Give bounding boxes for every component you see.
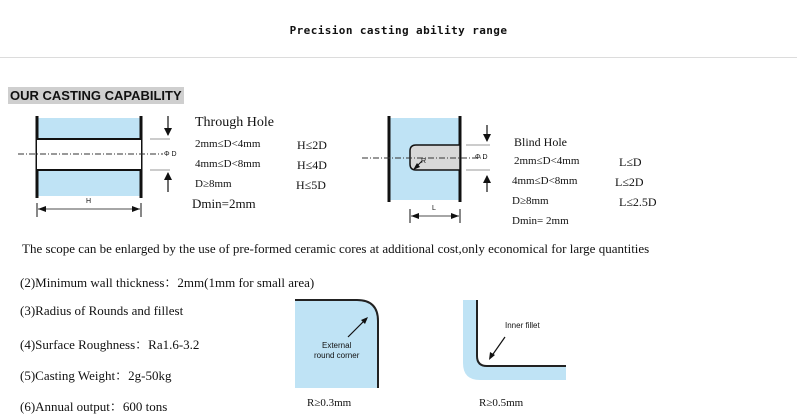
inner-fillet-radius: R≥0.5mm bbox=[479, 397, 524, 409]
spec-radius: (3)Radius of Rounds and fillest bbox=[20, 303, 184, 318]
external-corner-label-line2: round corner bbox=[314, 351, 360, 360]
through-hole-heading: Through Hole bbox=[195, 115, 274, 130]
inner-fillet-diagram bbox=[463, 300, 566, 380]
blind-hole-diagram bbox=[362, 116, 491, 223]
blind-hole-limit-1: L≤D bbox=[619, 155, 642, 169]
spec-casting-weight: (5)Casting Weight：2g-50kg bbox=[20, 368, 172, 383]
blind-hole-heading: Blind Hole bbox=[514, 135, 567, 149]
external-corner-label bbox=[314, 341, 359, 361]
through-hole-limit-2: H≤4D bbox=[297, 158, 327, 172]
through-hole-limit-3: H≤5D bbox=[296, 178, 326, 192]
through-hole-d-label: Φ D bbox=[164, 151, 177, 158]
through-hole-range-3: D≥8mm bbox=[195, 178, 232, 190]
blind-hole-range-1: 2mm≤D<4mm bbox=[514, 155, 580, 167]
inner-fillet-label: Inner fillet bbox=[505, 321, 540, 330]
spec-annual-output: (6)Annual output：600 tons bbox=[20, 399, 168, 414]
blind-hole-l-label: L bbox=[432, 205, 436, 212]
blind-hole-range-2: 4mm≤D<8mm bbox=[512, 175, 578, 187]
through-hole-dmin: Dmin=2mm bbox=[192, 196, 256, 211]
spec-surface-roughness: (4)Surface Roughness：Ra1.6-3.2 bbox=[20, 337, 200, 352]
through-hole-h-label: H bbox=[86, 198, 92, 205]
blind-hole-limit-2: L≤2D bbox=[615, 175, 644, 189]
scope-note: The scope can be enlarged by the use of pre-formed ceramic cores at additional cost,only economical for large quantities bbox=[22, 241, 650, 256]
blind-hole-limit-3: L≤2.5D bbox=[619, 195, 657, 209]
through-hole-range-1: 2mm≤D<4mm bbox=[195, 138, 261, 150]
spec-wall-thickness: (2)Minimum wall thickness：2mm(1mm for small area) bbox=[20, 275, 315, 290]
inner-fillet-fill bbox=[463, 300, 566, 380]
through-hole-range-2: 4mm≤D<8mm bbox=[195, 158, 261, 170]
blind-hole-r-label: R bbox=[421, 158, 427, 165]
through-hole-diagram bbox=[18, 116, 172, 217]
external-corner-label-line1: External bbox=[322, 341, 352, 350]
external-corner-radius: R≥0.3mm bbox=[307, 397, 352, 409]
through-hole-limit-1: H≤2D bbox=[297, 138, 327, 152]
section-heading: OUR CASTING CAPABILITY bbox=[10, 88, 182, 103]
blind-hole-dmin: Dmin= 2mm bbox=[512, 215, 569, 227]
page-title: Precision casting ability range bbox=[289, 24, 508, 37]
blind-hole-range-3: D≥8mm bbox=[512, 195, 549, 207]
blind-hole-d-label: Φ D bbox=[475, 154, 488, 161]
